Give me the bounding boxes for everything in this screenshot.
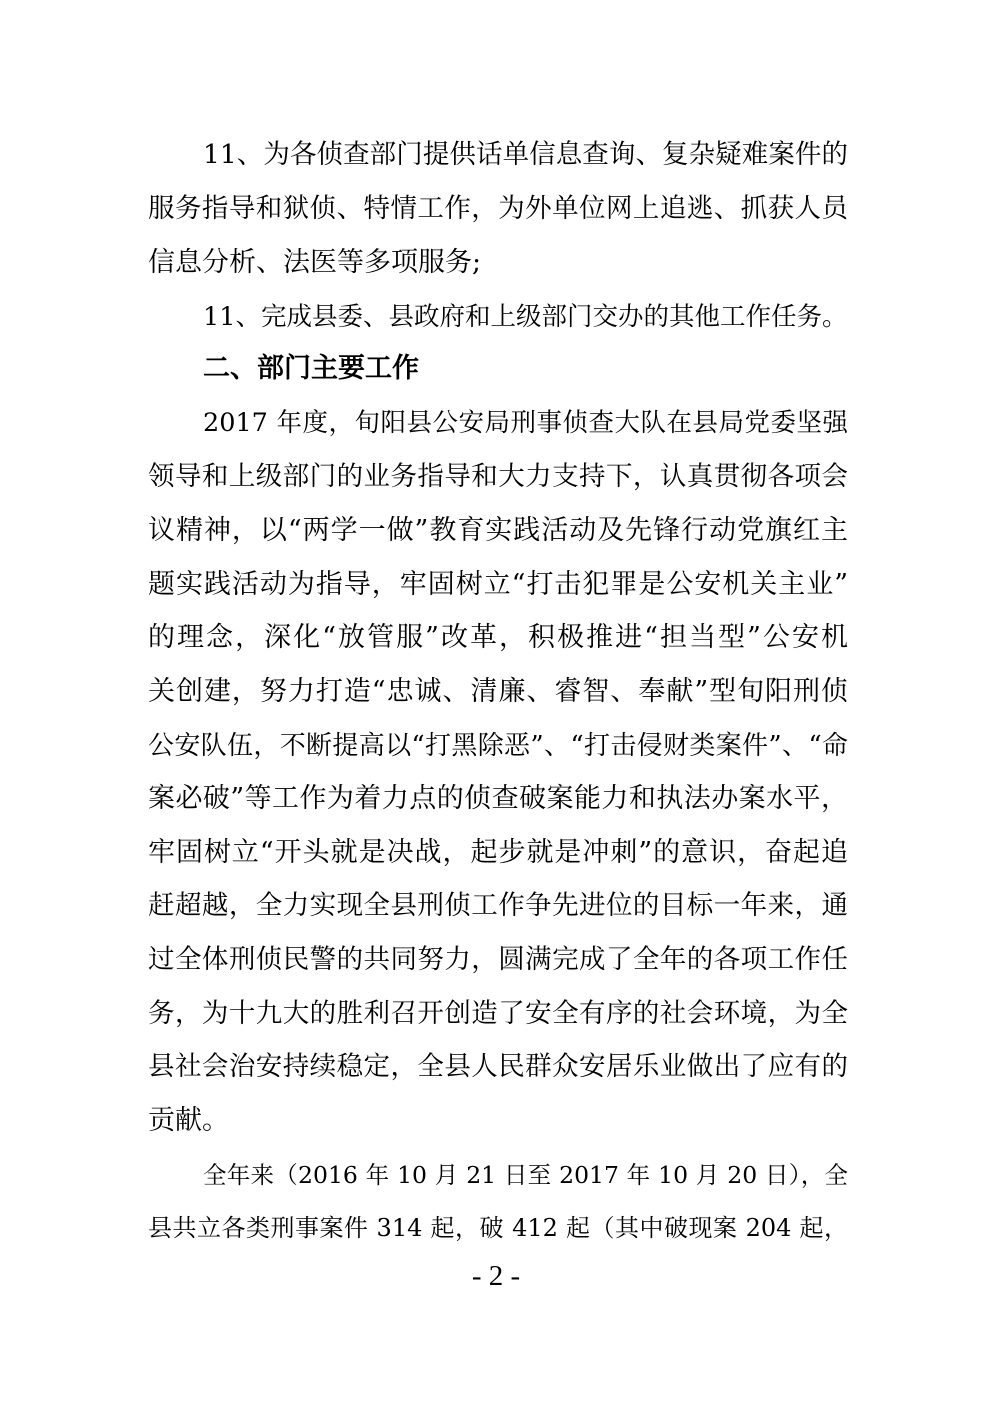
paragraph-2017-line-14: 贡献。 <box>148 1105 229 1136</box>
paragraph-stats-line-1: 全年来（2016 年 10 月 21 日至 2017 年 10 月 20 日），全 <box>203 1161 848 1189</box>
paragraph-2017-line-4: 题实践活动为指导，牢固树立“打击犯罪是公安机关主业” <box>148 569 848 600</box>
paragraph-11a-line-3: 信息分析、法医等多项服务; <box>148 247 482 278</box>
paragraph-2017-line-6: 关创建，努力打造“忠诚、清廉、睿智、奉献”型旬阳刑侦 <box>148 676 848 707</box>
paragraph-2017-line-13: 县社会治安持续稳定，全县人民群众安居乐业做出了应有的 <box>148 1051 848 1082</box>
paragraph-2017-line-12: 务，为十九大的胜利召开创造了安全有序的社会环境，为全 <box>148 998 848 1029</box>
section-heading: 二、部门主要工作 <box>203 353 419 384</box>
paragraph-2017-line-11: 过全体刑侦民警的共同努力，圆满完成了全年的各项工作任 <box>148 944 848 975</box>
paragraph-2017-line-2: 领导和上级部门的业务指导和大力支持下，认真贯彻各项会 <box>148 461 848 492</box>
paragraph-11a-line-2: 服务指导和狱侦、特情工作，为外单位网上追逃、抓获人员 <box>148 193 848 224</box>
paragraph-2017-line-3: 议精神，以“两学一做”教育实践活动及先锋行动党旗红主 <box>148 515 848 546</box>
paragraph-2017-line-1: 2017 年度，旬阳县公安局刑事侦查大队在县局党委坚强 <box>203 408 848 438</box>
paragraph-stats-line-2: 县共立各类刑事案件 314 起，破 412 起（其中破现案 204 起， <box>148 1214 848 1242</box>
paragraph-2017-line-5: 的理念，深化“放管服”改革，积极推进“担当型”公安机 <box>148 622 848 653</box>
paragraph-11a-line-1: 11、为各侦查部门提供话单信息查询、复杂疑难案件的 <box>203 139 848 170</box>
paragraph-2017-line-8: 案必破”等工作为着力点的侦查破案能力和执法办案水平， <box>148 783 848 814</box>
paragraph-2017-line-9: 牢固树立“开头就是决战，起步就是冲刺”的意识，奋起追 <box>148 837 848 868</box>
paragraph-2017-line-10: 赶超越，全力实现全县刑侦工作争先进位的目标一年来，通 <box>148 890 848 921</box>
paragraph-11b-line-1: 11、完成县委、县政府和上级部门交办的其他工作任务。 <box>203 302 848 332</box>
page-number: - 2 - <box>471 1260 521 1292</box>
paragraph-2017-line-7: 公安队伍，不断提高以“打黑除恶”、“打击侵财类案件”、“命 <box>148 731 848 761</box>
